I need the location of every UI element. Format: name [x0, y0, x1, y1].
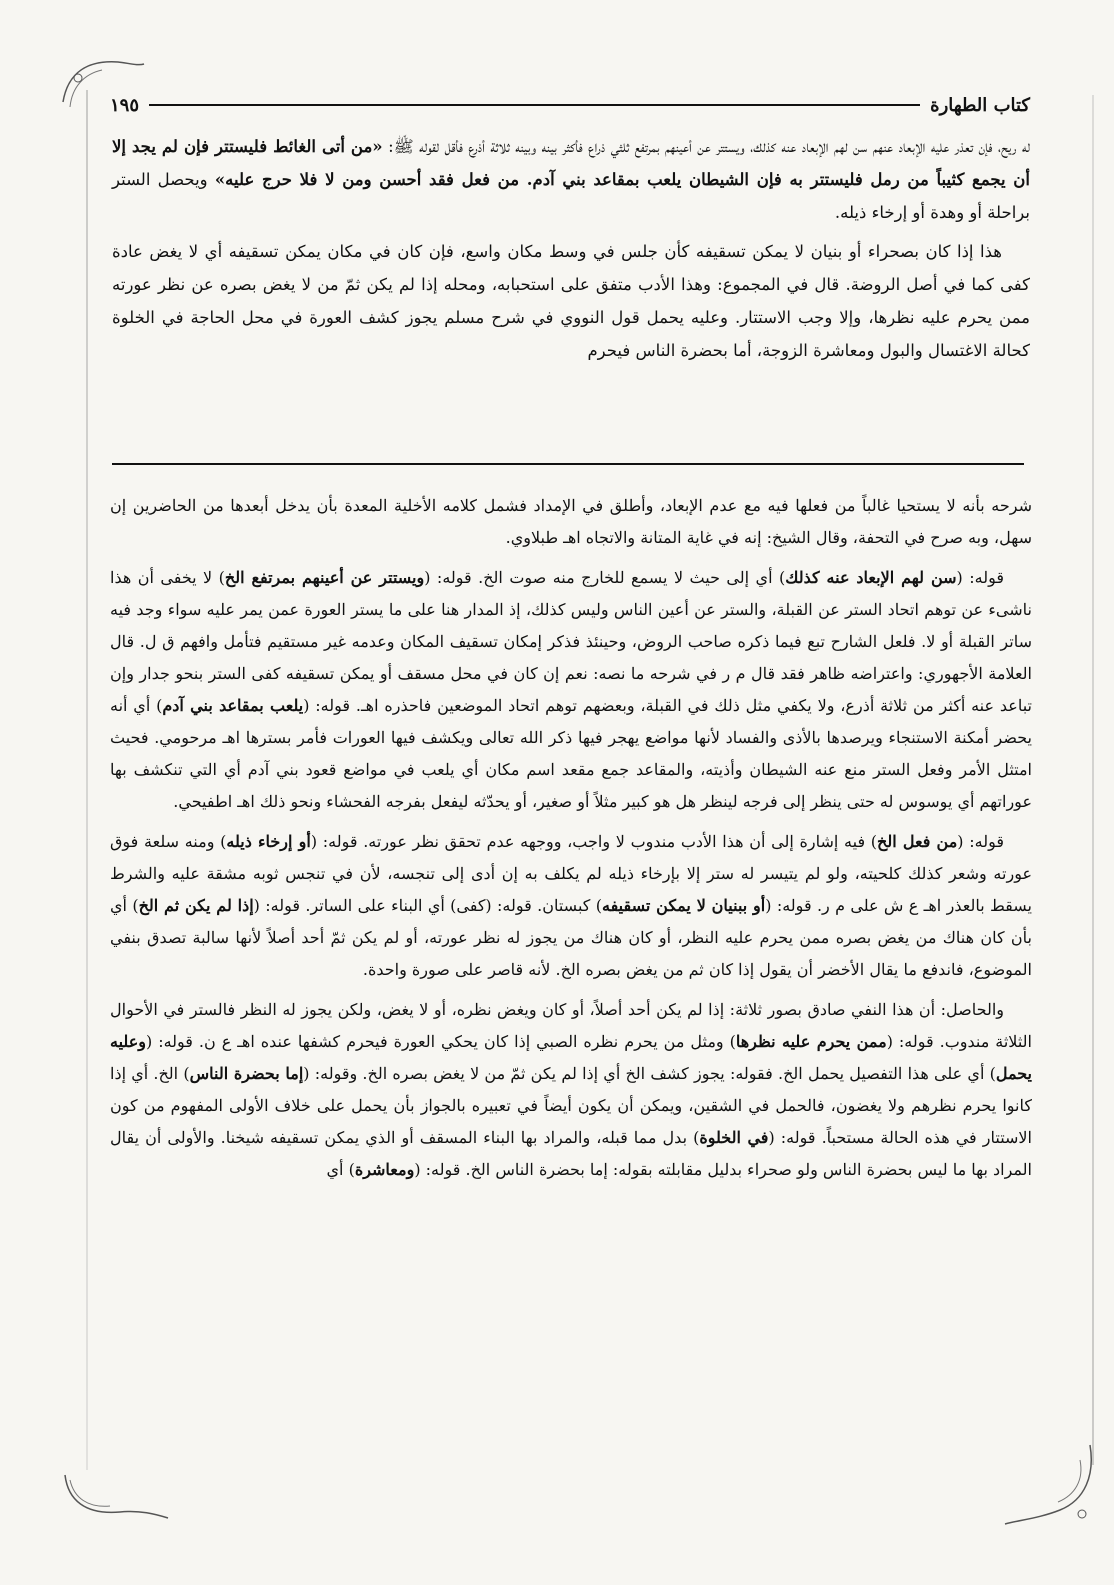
note-text-bold-run: يلعب بمقاعد بني آدم: [162, 696, 304, 715]
note-text-run: ) لا يخفى أن هذا ناشىء عن توهم اتحاد الستر عن القبلة، والستر عن أعين الناس وليس كذلك، إذ المدار هنا على ما يستر العورة عمن يمر عليه سواء وجد فيه ساتر القبلة أو لا. فلعل الشارح تبع فيما ذكره صاحب الروض، وحينئذ فذكر إمكان تسقيف المكان وعدمه غير مستقيم فتأمل وافهم ق ل. قال العلامة الأجهوري: واعتراضه ظاهر فقد قال م ر في شرحه ما نصه: نعم إن كان في محل مسقف أو يمكن تسقيفه كفى الستر بنحو جدار وإن تباعد عنه أكثر من ثلاثة أذرع، ولا يكفي مثل ذلك في القبلة، وبعضهم توهم اتحاد الموضعين فاحذره اهـ. قوله: (: [110, 568, 1032, 715]
header-rule: [149, 104, 920, 106]
page-number: ١٩٥: [110, 94, 140, 116]
note-text-run: ) أي على هذا التفصيل يحمل الخ. فقوله: يجوز كشف الخ أي إذا لم يكن ثمّ من لا يغض بصره الخ. وقوله: (: [303, 1064, 996, 1083]
note-text-run: ) أي إلى حيث لا يسمع للخارج منه صوت الخ. قوله: (: [424, 568, 786, 587]
note-text-run: قوله: (: [956, 568, 1005, 587]
note-text-bold-run: في الخلوة: [699, 1128, 769, 1147]
note-text-run: ) بدل مما قبله، والمراد بها البناء المسقف أو الذي يمكن تسقيفه شيخنا. والأولى أن يقال المراد بها ما ليس بحضرة الناس ولو صحراء بدليل مقابلته بقوله: إما بحضرة الناس الخ. قوله: (: [110, 1128, 1032, 1179]
page-edge-right: [1092, 95, 1094, 1465]
note-text-bold-run: وعليه يحمل: [110, 1032, 1033, 1083]
note-text-run: ) أي أنه يحضر أمكنة الاستنجاء ويرصدها بالأذى والفساد لأنها مواضع يهجر فيها ذكر الله تعالى ويكشف فيها العورات فأمر بسترها اهـ مرحومي. فحيث امتثل الأمر وفعل الستر منع عنه الشيطان وأذيته، والمقاعد جمع مقعد اسم مكان أي يلعب في مواضع قعود بني آدم أي التي تنكشف بها عوراتهم أي يوسوس له حتى ينظر إلى فرجه لينظر هل هو كبير مثلاً أو صغير، أو يحدّثه ليفعل بفرجه الفحشاء ونحو ذلك اهـ اطفيحي.: [110, 696, 1033, 811]
note-text-bold-run: ويستتر عن أعينهم بمرتفع الخ: [224, 568, 425, 587]
note-text-bold-run: ومعاشرة: [354, 1160, 415, 1179]
note-text-bold-run: إذا لم يكن ثم الخ: [138, 896, 254, 915]
note-text-bold-run: أو إرخاء ذيله: [226, 832, 311, 851]
note-text-run: ) كبستان. قوله: (كفى) أي البناء على الساتر. قوله: (: [253, 896, 602, 915]
note-text-run: ) الخ. أي إذا كانوا يحرم نظرهم ولا يغضون، فالحمل في الشقين، ويمكن أن يكون أيضاً في تعبيره بالجواز بأن يحمل على خلاف الأولى المفهوم من كون الاستتار في هذه الحالة مستحباً. قوله: (: [110, 1064, 1032, 1147]
note-text-run: قوله: (: [957, 832, 1004, 851]
footnote-divider: [112, 463, 1024, 465]
page-edge-left: [86, 90, 88, 1470]
main-paragraph-1: [112, 130, 1030, 229]
note-paragraph-4: [110, 994, 1032, 1186]
note-text-run: ) فيه إشارة إلى أن هذا الأدب مندوب لا واجب، ووجهه عدم تحقق نظر عورته. قوله: (: [310, 832, 878, 851]
commentary: [110, 490, 1032, 1192]
note-paragraph-2: [110, 562, 1032, 818]
note-text-run: ) أي بأن كان هناك من يغض بصره ممن يحرم عليه النظر، أو كان هناك من يجوز له نظر عورته، أو لم يكن ثمّ أحد أصلاً لأنها سالبة تصدق بنفي الموضوع، فاندفع ما يقال الأخضر أن يقول إذا كان ثم من يغض بصره الخ. لأنه قاصر على صورة واحدة.: [110, 896, 1032, 979]
main-paragraph-2: هذا إذا كان بصحراء أو بنيان لا يمكن تسقيفه كأن جلس في وسط مكان واسع، فإن كان في مكان يمكن تسقيفه أي لا يغض عادة كفى كما في أصل الروضة. قال في المجموع: وهذا الأدب متفق على استحبابه، ومحله إذا لم يكن ثمّ من لا يغض بصره عن نظر عورته ممن يحرم عليه نظرها، وإلا وجب الاستتار. وعليه يحمل قول النووي في شرح مسلم يجوز كشف العورة في محل الحاجة في الخلوة كحالة الاغتسال والبول ومعاشرة الزوجة، أما بحضرة الناس فيحرم: [112, 242, 1030, 360]
note-text-run: ) أي: [326, 1160, 355, 1179]
note-text-run: ) ومنه سلعة فوق عورته وشعر كذلك كلحيته، ولو لم يتيسر له ستر إلا بإرخاء ذيله لم يكلف به إن أدى إلى تنجسه، لأن في تنجس ثوبه مشقة عليه والشرط يسقط بالعذر اهـ ع ش على م ر. قوله: (: [110, 832, 1032, 915]
main-text-run: ويحصل الستر براحلة أو وهدة أو إرخاء ذيله.: [112, 170, 1030, 222]
note-paragraph-3: [110, 826, 1032, 986]
corner-ornament-icon: [60, 1470, 170, 1530]
corner-ornament-icon: [1000, 1440, 1100, 1530]
main-text-bold-run: «من أتى الغائط فليستتر فإن لم يجد إلا أن يجمع كثيباً من رمل فليستتر به فإن الشيطان يلعب بمقاعد بني آدم. من فعل فقد أحسن ومن لا فلا حرج عليه»: [112, 137, 1031, 189]
note-text-run: والحاصل: أن هذا النفي صادق بصور ثلاثة: إذا لم يكن أحد أصلاً، أو كان ويغض نظره، أو لا يغض، ولكن يجوز له النظر فالستر في الأحوال الثلاثة مندوب. قوله: (: [110, 1000, 1032, 1051]
note-text-run: ) ومثل من يحرم نظره الصبي إذا كان يحكي العورة فيحرم كشفها عنده اهـ ع ن. قوله: (: [145, 1032, 736, 1051]
note-text-bold-run: ممن يحرم عليه نظرها: [735, 1032, 887, 1051]
chapter-title: كتاب الطهارة: [930, 94, 1030, 116]
note-text-bold-run: أو ببنيان لا يمكن تسقيفه: [601, 896, 766, 915]
note-text-bold-run: إما بحضرة الناس: [189, 1064, 304, 1083]
main-text-run: له ريح، فإن تعذر عليه الإبعاد عنهم سن لهم الإبعاد عنه كذلك، ويستتر عن أعينهم بمرتفع ثلثي ذراع فأكثر بينه وبينه ثلاثة أذرع فأقل لقوله ﷺ:: [382, 137, 1030, 156]
note-text-bold-run: سن لهم الإبعاد عنه كذلك: [785, 568, 957, 587]
note-text-bold-run: من فعل الخ: [877, 832, 958, 851]
main-text: [112, 130, 1030, 367]
running-header: [110, 92, 1030, 118]
note-paragraph-1: شرحه بأنه لا يستحيا غالباً من فعلها فيه مع عدم الإبعاد، وأطلق في الإمداد فشمل كلامه الأخلية المعدة بأن يدخل أبعدها من الحاضرين إن سهل، وبه صرح في التحفة، وقال الشيخ: إنه في غاية المتانة والاتجاه اهـ طبلاوي.: [110, 496, 1033, 547]
